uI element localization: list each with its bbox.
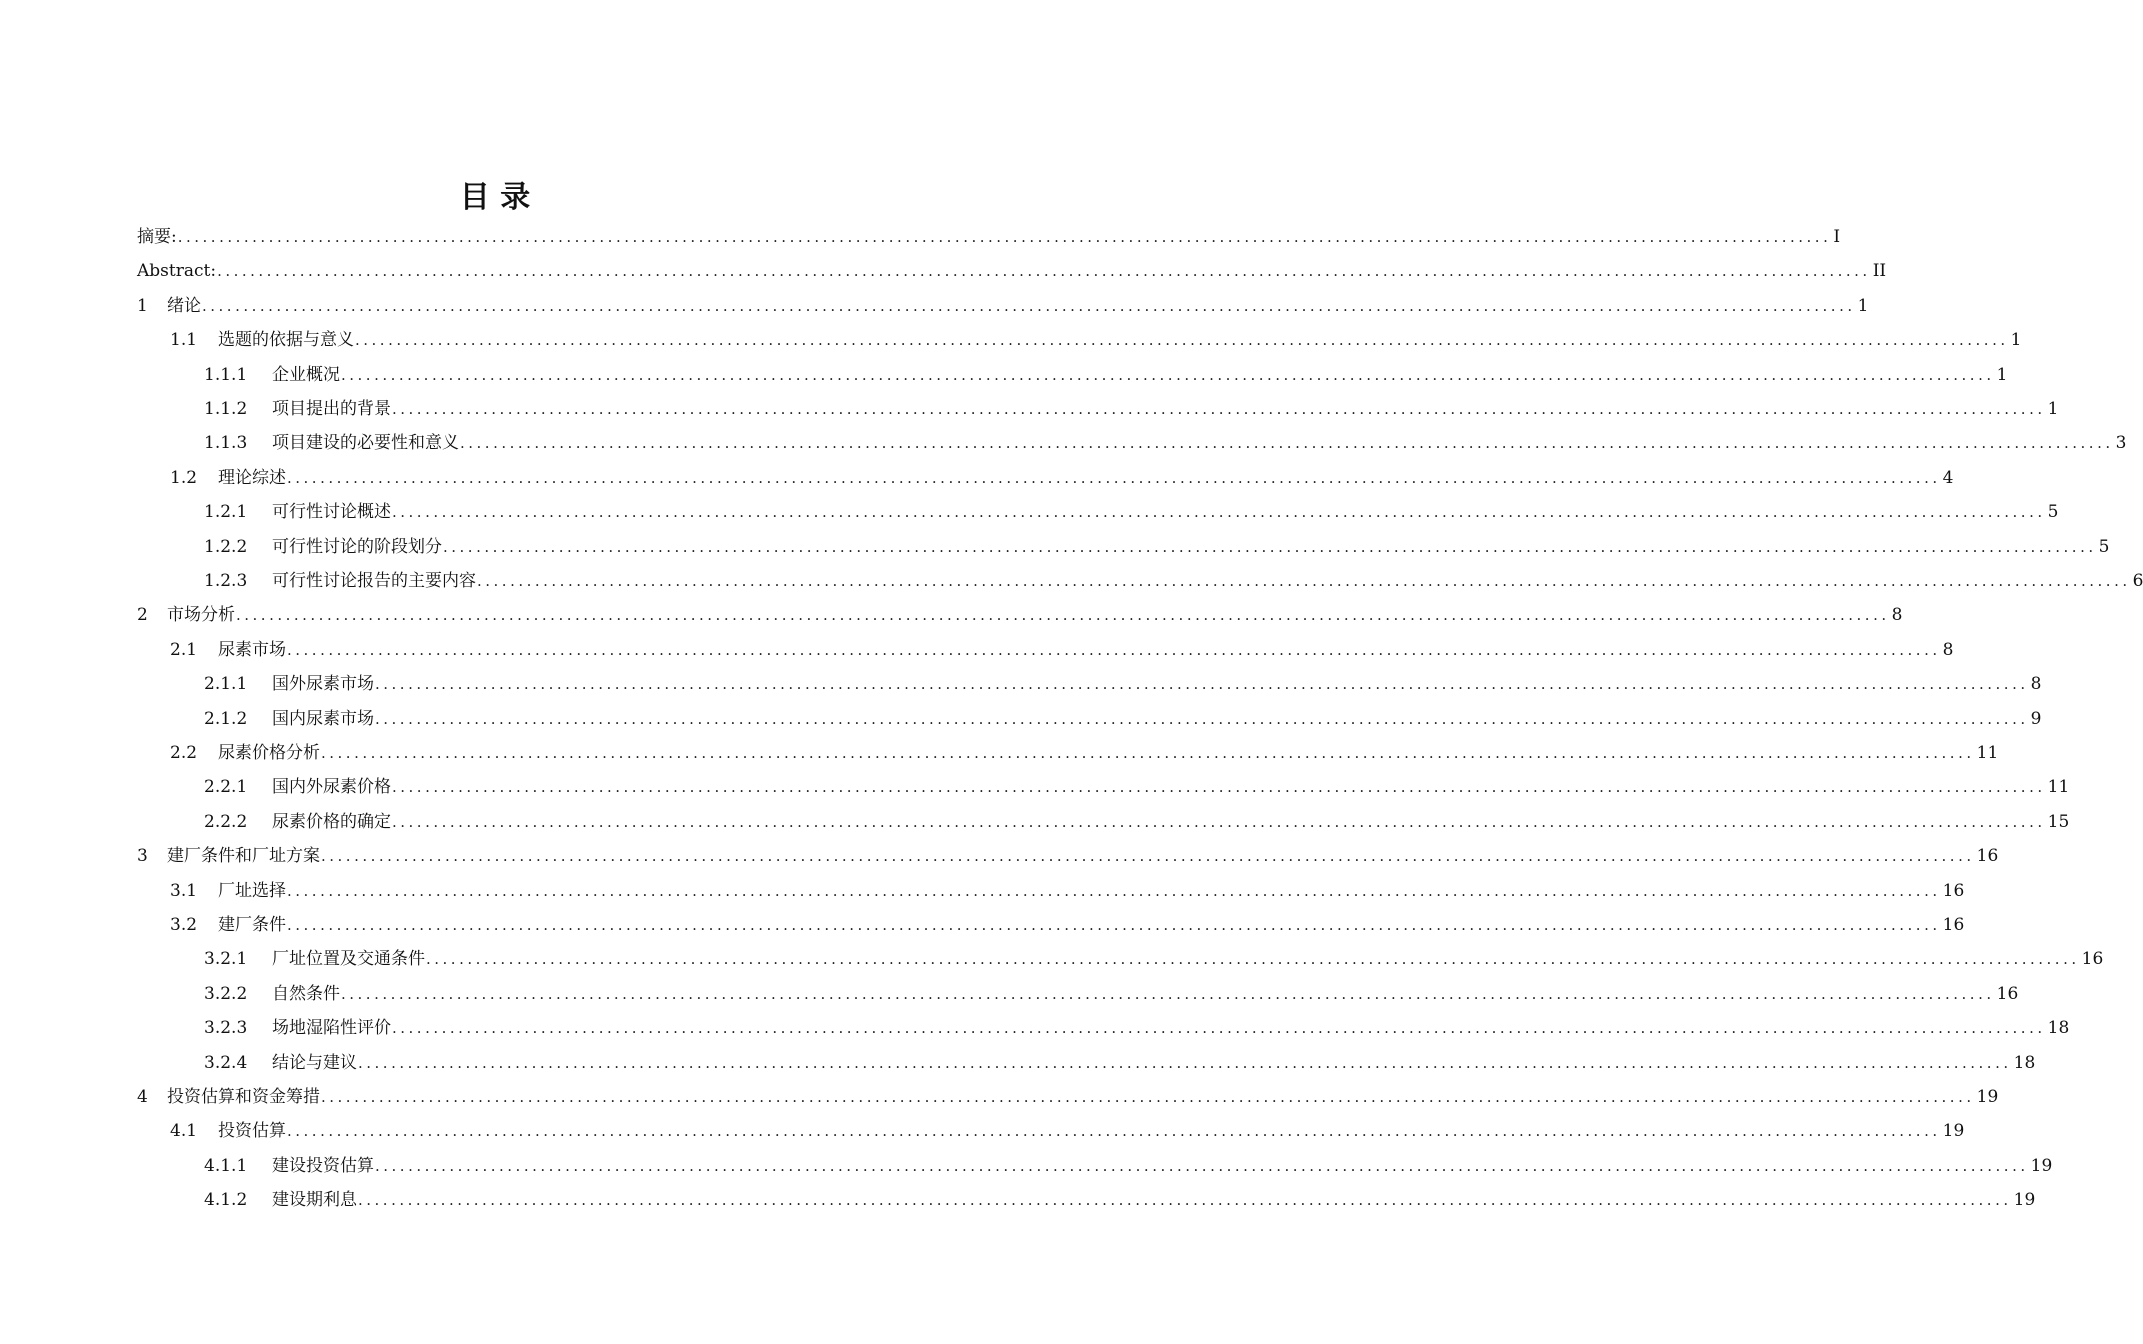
toc-entry[interactable] [204, 977, 2019, 1011]
toc-entry-page: 15 [2047, 811, 2070, 832]
toc-entry-number: 3 [137, 846, 148, 867]
toc-entry[interactable] [170, 874, 1965, 908]
toc-entry[interactable] [170, 323, 2022, 357]
toc-entry-text: 国外尿素市场 [272, 674, 374, 695]
toc-entry-number: 4 [137, 1087, 148, 1107]
toc-entry-text: 理论综述 [218, 467, 286, 488]
toc-entry-text: 可行性讨论概述 [272, 502, 391, 523]
toc-entry-text: 投资估算 [218, 1121, 286, 1142]
toc-entry-number: 1.1 [170, 330, 198, 351]
toc-leader-dots: ........................................................................................................................................................................................................ [177, 228, 1832, 246]
toc-entry-text: 可行性讨论报告的主要内容 [272, 571, 476, 591]
toc-entry-page: 8 [1891, 605, 1903, 626]
toc-entry[interactable] [170, 736, 1999, 770]
toc-entry-number: 3.2.3 [204, 1018, 248, 1039]
toc-leader-dots: ........................................................................................................................................................................................................ [202, 296, 1856, 315]
toc-entry-page: 19 [2013, 1190, 2036, 1211]
toc-entry-page: 5 [2098, 536, 2110, 557]
toc-leader-dots: ........................................................................................................................................................................................................ [287, 1122, 1941, 1141]
toc-entry-number: 4.1 [170, 1121, 198, 1142]
toc-entry-page: 3 [2115, 433, 2127, 454]
toc-entry[interactable] [204, 392, 2059, 426]
toc-entry-number: 2.2 [170, 743, 198, 763]
toc-entry-number: 2.1.2 [204, 708, 248, 729]
toc-entry-text: 建设期利息 [272, 1190, 357, 1211]
toc-entry-number: 3.2 [170, 915, 198, 935]
toc-entry-number: 1.1.2 [204, 399, 248, 419]
toc-entry-number: 1.1.1 [204, 364, 248, 385]
toc-entry[interactable] [137, 289, 1869, 323]
toc-entry-text: Abstract: [137, 261, 217, 282]
toc-entry-page: 18 [2047, 1018, 2070, 1039]
toc-entry-page: 8 [2030, 674, 2042, 695]
toc-entry-text: 投资估算和资金筹措 [167, 1087, 320, 1107]
toc-entry-page: 16 [1996, 983, 2019, 1004]
toc-entry[interactable] [204, 1046, 2036, 1080]
toc-entry-text: 绪论 [167, 295, 201, 316]
toc-entry-page: 16 [1942, 880, 1965, 901]
toc-entry-text: 项目提出的背景 [272, 399, 391, 419]
toc-entry[interactable] [170, 908, 1965, 942]
toc-entry-text: 尿素价格分析 [218, 743, 320, 763]
toc-entry-page: 8 [1942, 639, 1954, 660]
toc-entry-text: 建厂条件 [218, 915, 286, 935]
toc-leader-dots: ........................................................................................................................................................................................................ [341, 365, 1995, 384]
toc-entry-number: 1.2 [170, 467, 198, 488]
toc-leader-dots: ........................................................................................................................................................................................................ [287, 640, 1941, 659]
toc-entry-page: 16 [2081, 949, 2104, 970]
toc-leader-dots: ........................................................................................................................................................................................................ [358, 1053, 2012, 1072]
toc-entry[interactable] [137, 839, 1999, 873]
toc-entry[interactable] [170, 1114, 1965, 1148]
toc-entry[interactable] [204, 495, 2059, 529]
toc-entry-page: 1 [2010, 330, 2022, 351]
toc-entry-text: 摘要: [137, 227, 177, 247]
toc-entry-text: 项目建设的必要性和意义 [272, 433, 459, 454]
toc-entry-number: 1.2.1 [204, 502, 248, 523]
toc-entry-page: 11 [2047, 777, 2070, 798]
toc-entry[interactable] [204, 358, 2008, 392]
toc-entry[interactable] [204, 1011, 2070, 1045]
toc-entry-text: 国内外尿素价格 [272, 777, 391, 798]
toc-entry-text: 市场分析 [167, 605, 235, 626]
toc-leader-dots: ........................................................................................................................................................................................................ [392, 1019, 2046, 1038]
toc-leader-dots: ........................................................................................................................................................................................................ [375, 1156, 2029, 1175]
toc-entry[interactable] [204, 702, 2042, 736]
toc-entry-number: 4.1.2 [204, 1190, 248, 1211]
toc-entry[interactable] [137, 1080, 1999, 1114]
toc-entry[interactable] [204, 1183, 2036, 1217]
toc-entry-number: 1.1.3 [204, 433, 248, 454]
toc-entry-page: 9 [2030, 708, 2042, 729]
toc-entry-number: 3.2.1 [204, 949, 248, 970]
toc-entry[interactable] [204, 770, 2070, 804]
toc-leader-dots: ........................................................................................................................................................................................................ [321, 847, 1975, 866]
toc-leader-dots: ........................................................................................................................................................................................................ [287, 468, 1941, 487]
toc-leader-dots: ........................................................................................................................................................................................................ [443, 537, 2097, 556]
toc-leader-dots: ........................................................................................................................................................................................................ [355, 331, 2009, 350]
toc-entry-text: 建厂条件和厂址方案 [167, 846, 320, 867]
toc-entry-page: 1 [1996, 364, 2008, 385]
toc-leader-dots: ........................................................................................................................................................................................................ [321, 744, 1975, 762]
toc-entry-page: 19 [2030, 1155, 2053, 1176]
toc-entry-number: 2.1.1 [204, 674, 248, 695]
toc-entry[interactable] [137, 598, 1903, 632]
toc-entry[interactable] [204, 805, 2070, 839]
toc-entry-text: 厂址位置及交通条件 [272, 949, 425, 970]
toc-entry-page: 1 [2047, 399, 2059, 419]
toc-entry-number: 3.2.2 [204, 983, 248, 1004]
toc-entry-page: 16 [1942, 915, 1965, 935]
toc-entry[interactable] [204, 564, 2143, 598]
toc-leader-dots: ........................................................................................................................................................................................................ [217, 262, 1871, 281]
toc-entry-number: 1.2.3 [204, 571, 248, 591]
toc-entry-text: 企业概况 [272, 364, 340, 385]
toc-entry-number: 1 [137, 295, 148, 316]
toc-leader-dots: ........................................................................................................................................................................................................ [236, 606, 1890, 625]
toc-entry-text: 结论与建议 [272, 1052, 357, 1073]
toc-leader-dots: ........................................................................................................................................................................................................ [321, 1088, 1975, 1106]
toc-entry-page: 19 [1942, 1121, 1965, 1142]
toc-leader-dots: ........................................................................................................................................................................................................ [392, 812, 2046, 831]
toc-leader-dots: ........................................................................................................................................................................................................ [358, 1191, 2012, 1210]
toc-entry-page: 16 [1976, 846, 1999, 867]
toc-entry[interactable] [204, 426, 2127, 460]
toc-entry-text: 可行性讨论的阶段划分 [272, 536, 442, 557]
toc-entry-page: 6 [2132, 571, 2143, 591]
toc-entry-number: 2 [137, 605, 148, 626]
toc-entry[interactable] [204, 530, 2110, 564]
toc-leader-dots: ........................................................................................................................................................................................................ [287, 881, 1941, 900]
toc-leader-dots: ........................................................................................................................................................................................................ [460, 434, 2114, 453]
toc-entry-page: 5 [2047, 502, 2059, 523]
toc-entry-text: 厂址选择 [218, 880, 286, 901]
toc-entry[interactable] [170, 461, 1954, 495]
toc-entry[interactable] [204, 1149, 2053, 1183]
toc-leader-dots: ........................................................................................................................................................................................................ [392, 503, 2046, 522]
toc-leader-dots: ........................................................................................................................................................................................................ [392, 400, 2046, 418]
toc-entry-number: 3.1 [170, 880, 198, 901]
toc-entry[interactable] [137, 220, 1841, 254]
toc-entry-number: 2.2.2 [204, 811, 248, 832]
toc-leader-dots: ........................................................................................................................................................................................................ [287, 916, 1941, 934]
toc-leader-dots: ........................................................................................................................................................................................................ [375, 709, 2029, 728]
toc-leader-dots: ........................................................................................................................................................................................................ [426, 950, 2080, 969]
toc-entry-text: 尿素价格的确定 [272, 811, 391, 832]
toc-entry-page: 4 [1942, 467, 1954, 488]
toc-entry[interactable] [137, 254, 1887, 288]
toc-title: 目 录 [459, 180, 531, 215]
toc-entry-number: 2.1 [170, 639, 198, 660]
toc-entry-number: 4.1.1 [204, 1155, 248, 1176]
toc-entry-page: 18 [2013, 1052, 2036, 1073]
toc-entry-page: II [1872, 261, 1887, 282]
toc-entry-number: 2.2.1 [204, 777, 248, 798]
toc-entry-text: 选题的依据与意义 [218, 330, 354, 351]
toc-entry[interactable] [204, 667, 2042, 701]
toc-leader-dots: ........................................................................................................................................................................................................ [477, 572, 2131, 590]
toc-entry-page: 11 [1976, 743, 1999, 763]
toc-entry-page: 1 [1857, 295, 1869, 316]
toc-entry[interactable] [170, 633, 1954, 667]
toc-entry-text: 自然条件 [272, 983, 340, 1004]
toc-entry-text: 尿素市场 [218, 639, 286, 660]
toc-entry-text: 国内尿素市场 [272, 708, 374, 729]
toc-entry-page: 19 [1976, 1087, 1999, 1107]
toc-leader-dots: ........................................................................................................................................................................................................ [375, 675, 2029, 694]
toc-entry-number: 1.2.2 [204, 536, 248, 557]
toc-entry-text: 建设投资估算 [272, 1155, 374, 1176]
toc-entry-page: I [1833, 227, 1841, 247]
toc-entry-text: 场地湿陷性评价 [272, 1018, 391, 1039]
toc-entry-number: 3.2.4 [204, 1052, 248, 1073]
toc-leader-dots: ........................................................................................................................................................................................................ [392, 778, 2046, 797]
toc-leader-dots: ........................................................................................................................................................................................................ [341, 984, 1995, 1003]
toc-entry[interactable] [204, 942, 2104, 976]
